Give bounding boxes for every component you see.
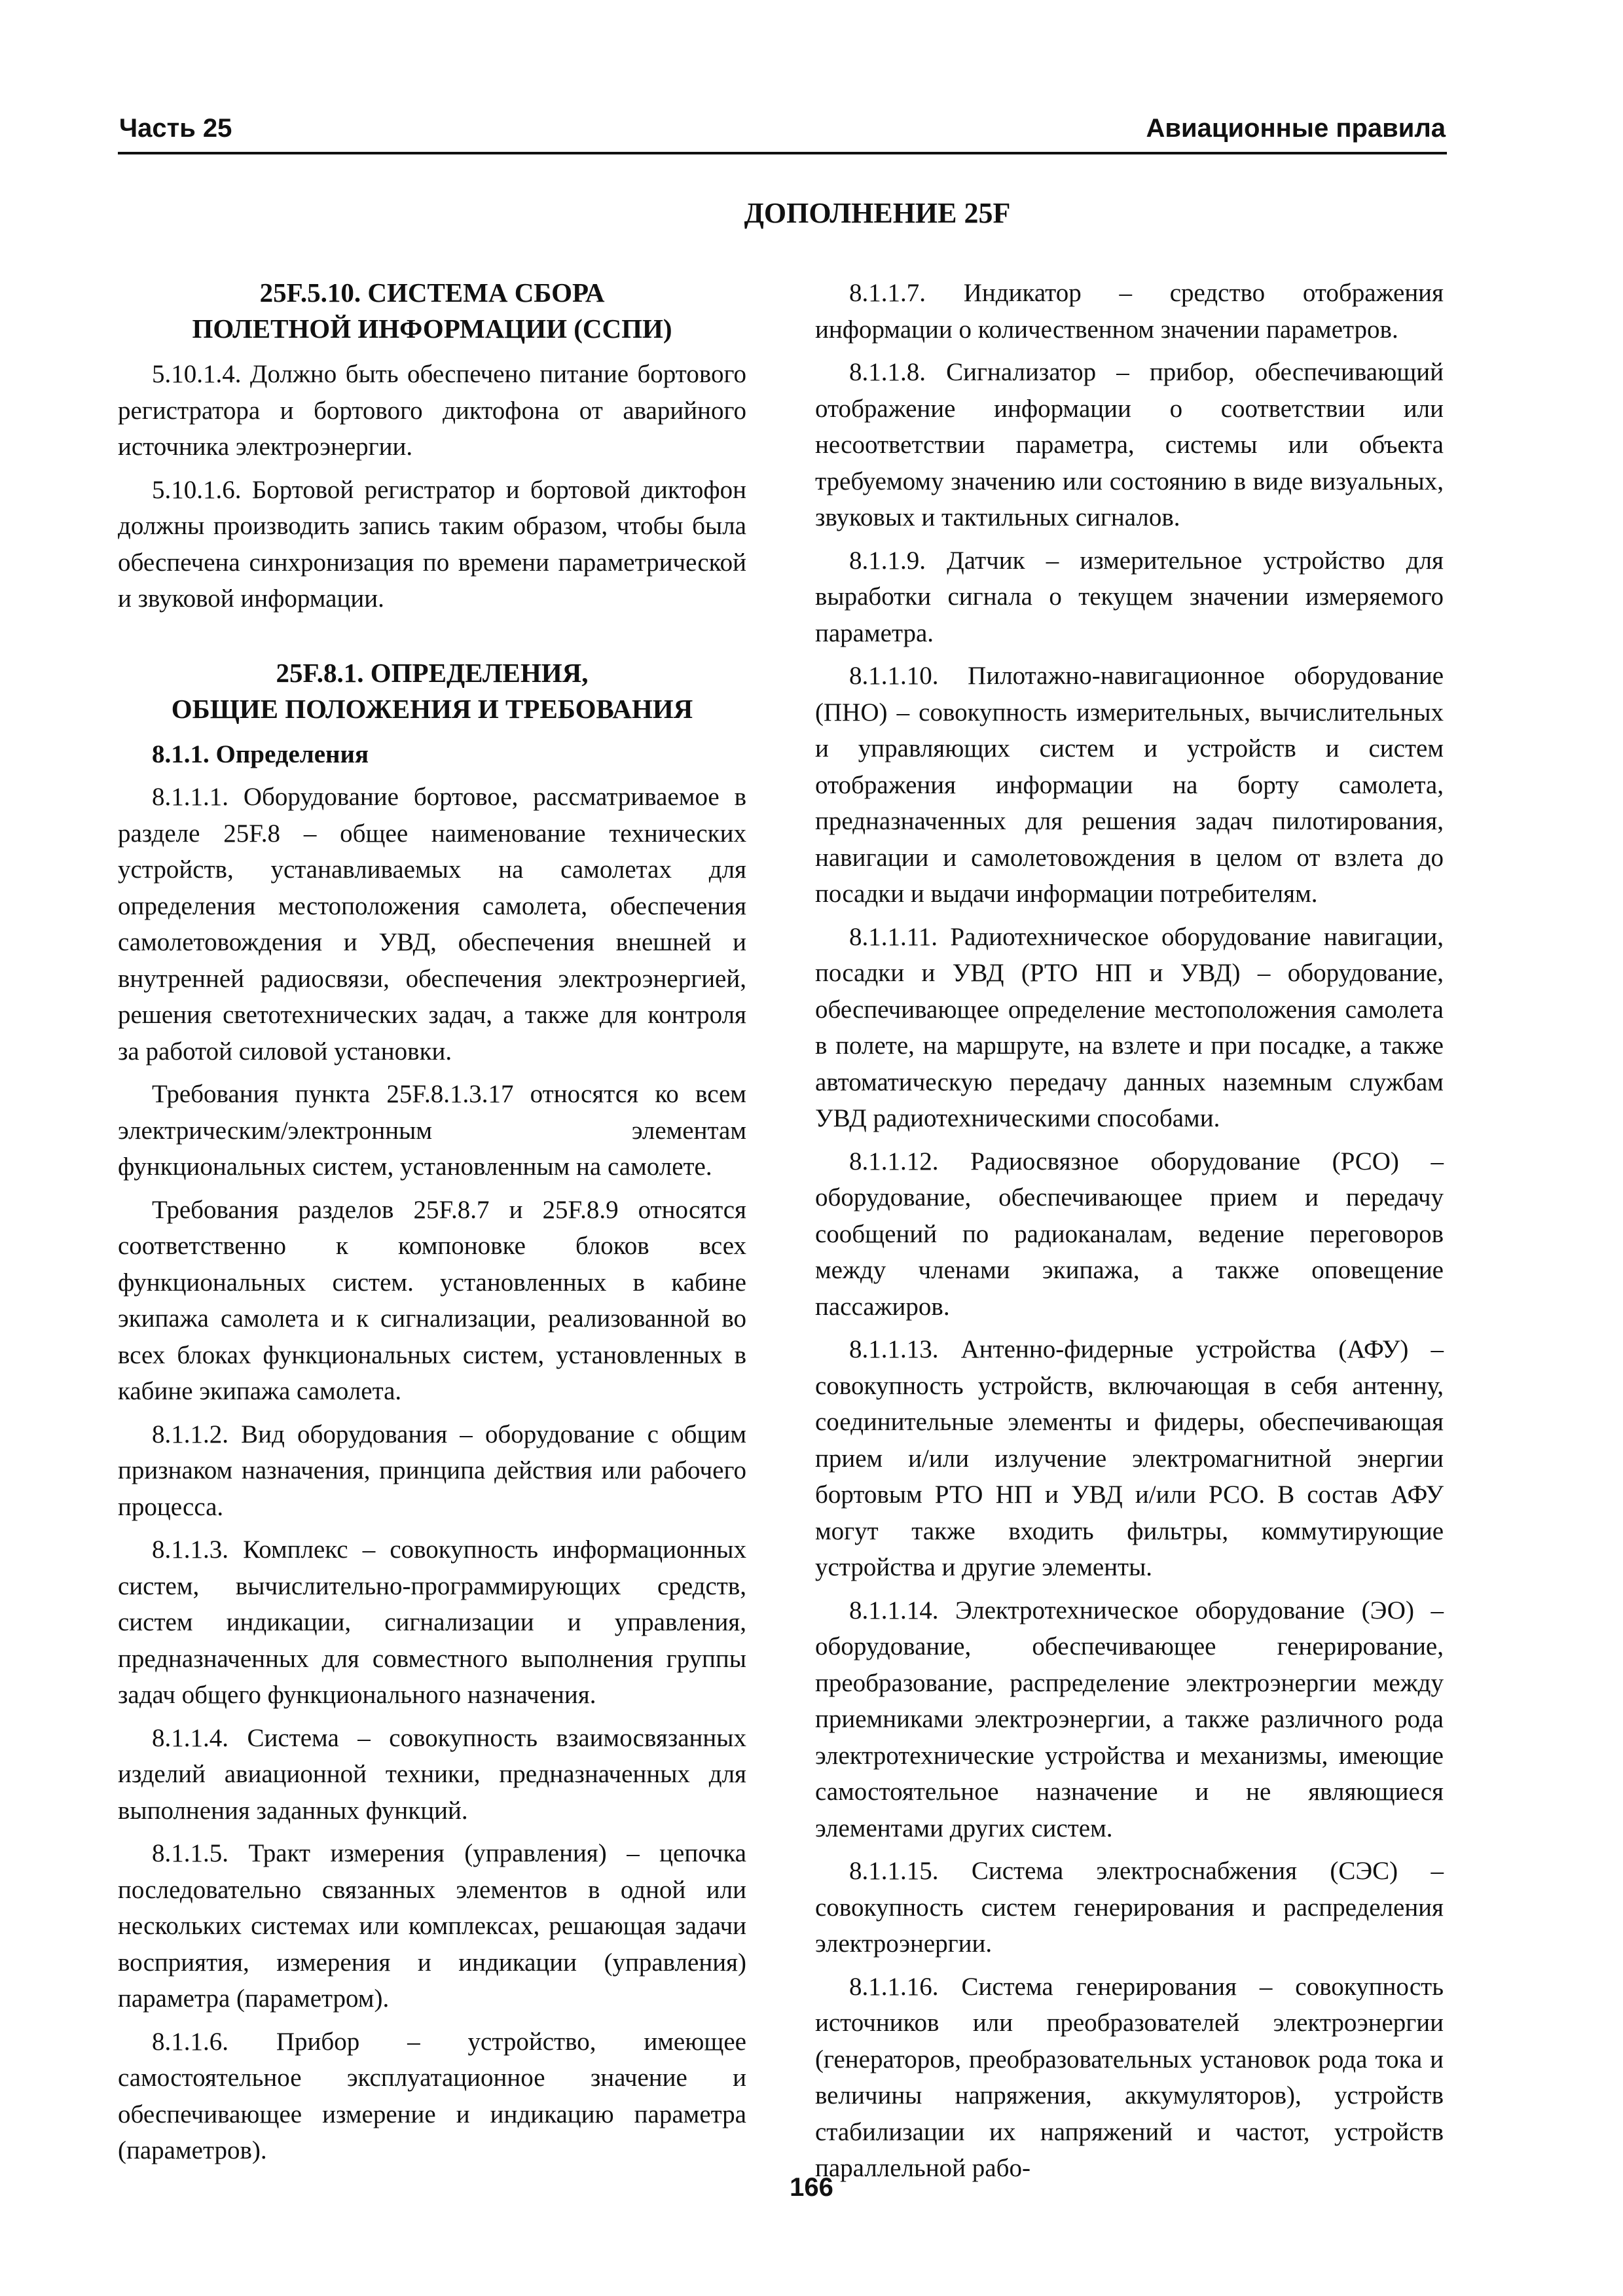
header-document-title: Авиационные правила	[1146, 114, 1446, 143]
running-header	[118, 113, 1447, 154]
paragraph: 8.1.1.13. Антенно-фидерные устройства (АФУ) – совокупность устройств, включающая в себя антенну, соединительные элементы и фидеры, обеспечивающая прием и/или излучение электромагнитной энергии бортовым РТО НП и УВД и/или РСО. В состав АФУ могут также входить фильтры, коммутирующие устройства и другие элементы.	[815, 1335, 1444, 1581]
paragraph: Требования разделов 25F.8.7 и 25F.8.9 относятся соответственно к компоновке блоков всех функциональных систем. установленных в кабине экипажа самолета и к сигнализации, реализованной во всех блоках функциональных систем, установленных в кабине экипажа самолета.	[118, 1195, 746, 1405]
paragraph: 5.10.1.4. Должно быть обеспечено питание бортового регистратора и бортового диктофона от аварийного источника электроэнергии.	[118, 360, 746, 461]
section-title-line: ОБЩИЕ ПОЛОЖЕНИЯ И ТРЕБОВАНИЯ	[171, 693, 693, 724]
paragraph: 8.1.1.3. Комплекс – совокупность информационных систем, вычислительно-программирующих средств, систем индикации, сигнализации и управления, предназначенных для совместного выполнения группы задач общего функционального назначения.	[118, 1535, 746, 1709]
section-title-line: ПОЛЕТНОЙ ИНФОРМАЦИИ (ССПИ)	[192, 314, 672, 344]
paragraph: 8.1.1.10. Пилотажно-навигационное оборудование (ПНО) – совокупность измерительных, вычислительных и управляющих систем и устройств и систем отображения информации на борту самолета, предназначенных для решения задач пилотирования, навигации и самолетовождения в целом от взлета до посадки и выдачи информации потребителям.	[815, 662, 1444, 908]
paragraph: 8.1.1.16. Система генерирования – совокупность источников или преобразователей электроэнергии (генераторов, преобразовательных установок рода тока и величины напряжения, аккумуляторов), устройств стабилизации их напряжений и частот, устройств параллельной рабо-	[815, 1972, 1444, 2182]
section-title-line: 25F.5.10. СИСТЕМА СБОРА	[259, 278, 605, 308]
paragraph: 8.1.1.14. Электротехническое оборудование (ЭО) – оборудование, обеспечивающее генерирование, преобразование, распределение электроэнергии между приемниками электроэнергии, а также различного рода электротехнические устройства и механизмы, имеющие самостоятельное назначение и не являющиеся элементами других систем.	[815, 1596, 1444, 1842]
header-part-label: Часть 25	[119, 114, 232, 143]
right-column	[815, 275, 1444, 2193]
paragraph: 8.1.1.12. Радиосвязное оборудование (РСО) – оборудование, обеспечивающее прием и передачу сообщений по радиоканалам, ведение переговоров между членами экипажа, а также оповещение пассажиров.	[815, 1147, 1444, 1321]
paragraph: 8.1.1.11. Радиотехническое оборудование навигации, посадки и УВД (РТО НП и УВД) – оборудование, обеспечивающее определение местоположения самолета в полете, на маршруте, на взлете и при посадке, а также автоматическую передачу данных наземным службам УВД радиотехническими способами.	[815, 922, 1444, 1132]
paragraph: 8.1.1.1. Оборудование бортовое, рассматриваемое в разделе 25F.8 – общее наименование технических устройств, устанавливаемых на самолетах для определения местоположения самолета, обеспечения самолетовождения и УВД, обеспечения внешней и внутренней радиосвязи, обеспечения электроэнергией, решения светотехнических задач, а также для контроля за работой силовой установки.	[118, 783, 746, 1066]
paragraph: 8.1.1.15. Система электроснабжения (СЭС) – совокупность систем генерирования и распределения электроэнергии.	[815, 1857, 1444, 1958]
section-spacer	[118, 624, 746, 655]
paragraph: 8.1.1.9. Датчик – измерительное устройство для выработки сигнала о текущем значении измеряемого параметра.	[815, 546, 1444, 647]
paragraph: 8.1.1.7. Индикатор – средство отображения информации о количественном значении параметров.	[815, 279, 1444, 344]
paragraph: 8.1.1.4. Система – совокупность взаимосвязанных изделий авиационной техники, предназначенных для выполнения заданных функций.	[118, 1723, 746, 1825]
section-title-definitions	[118, 655, 746, 727]
paragraph: 8.1.1.8. Сигнализатор – прибор, обеспечивающий отображение информации о соответствии или несоответствии параметра, системы или объекта требуемому значению или состоянию в виде визуальных, звуковых и тактильных сигналов.	[815, 358, 1444, 531]
paragraph: 8.1.1.5. Тракт измерения (управления) – цепочка последовательно связанных элементов в одной или нескольких системах или комплексах, решающая задачи восприятия, измерения и индикации (управления) параметра (параметром).	[118, 1839, 746, 2013]
subheading: 8.1.1. Определения	[152, 740, 369, 768]
section-title-line: 25F.8.1. ОПРЕДЕЛЕНИЯ,	[276, 657, 589, 688]
left-column	[118, 275, 746, 2176]
paragraph: Требования пункта 25F.8.1.3.17 относятся ко всем электрическим/электронным элементам функциональных систем, установленным на самолете.	[118, 1080, 746, 1181]
paragraph: 5.10.1.6. Бортовой регистратор и бортовой диктофон должны производить запись таким образом, чтобы была обеспечена синхронизация по времени параметрической и звуковой информации.	[118, 475, 746, 613]
page-number: 166	[790, 2173, 833, 2202]
paragraph: 8.1.1.2. Вид оборудования – оборудование с общим признаком назначения, принципа действия или рабочего процесса.	[118, 1420, 746, 1521]
paragraph: 8.1.1.6. Прибор – устройство, имеющее самостоятельное эксплуатационное значение и обеспечивающее измерение и индикацию параметра (параметров).	[118, 2027, 746, 2164]
section-title-ssp	[118, 275, 746, 347]
supplement-title: ДОПОЛНЕНИЕ 25F	[744, 197, 1011, 229]
